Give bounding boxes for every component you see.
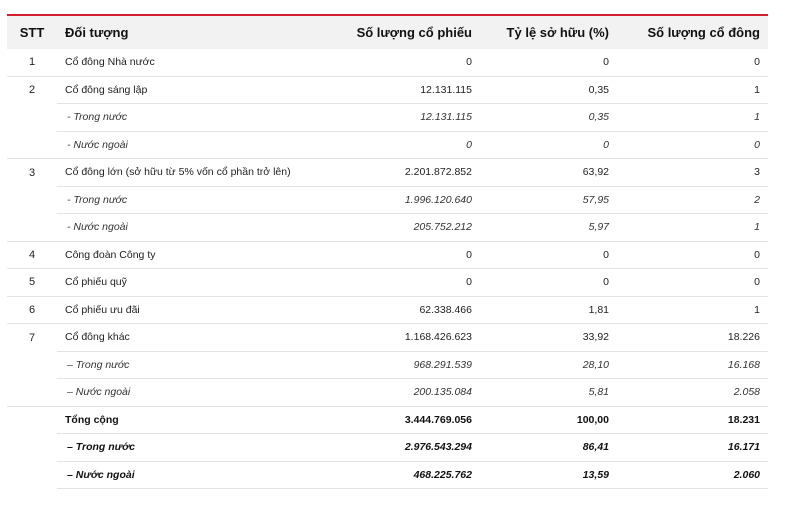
cell-stt: 5 — [7, 269, 57, 297]
table-row — [7, 351, 768, 379]
table-row — [7, 131, 768, 159]
cell-name: - Nước ngoài — [57, 214, 337, 242]
cell-name: Công đoàn Công ty — [57, 241, 337, 269]
cell-ratio: 33,92 — [480, 324, 617, 352]
table-row — [7, 104, 768, 132]
cell-name: Cổ phiếu ưu đãi — [57, 296, 337, 324]
cell-ratio: 0,35 — [480, 104, 617, 132]
total-label: – Nước ngoài — [57, 461, 337, 489]
cell-holders: 3 — [617, 159, 768, 187]
cell-shares: 0 — [337, 131, 480, 159]
cell-stt — [7, 214, 57, 242]
cell-name: Cổ đông lớn (sở hữu từ 5% vốn cổ phần trở lên) — [57, 159, 337, 187]
cell-ratio: 28,10 — [480, 351, 617, 379]
cell-shares: 205.752.212 — [337, 214, 480, 242]
table-header-row — [7, 16, 768, 49]
total-row — [7, 406, 768, 434]
cell-name: Cổ đông khác — [57, 324, 337, 352]
column-header-ratio: Tỷ lệ sở hữu (%) — [480, 16, 617, 49]
cell-name: - Trong nước — [57, 104, 337, 132]
cell-stt — [7, 104, 57, 132]
cell-stt — [7, 186, 57, 214]
cell-holders: 16.168 — [617, 351, 768, 379]
cell-shares: 1.996.120.640 — [337, 186, 480, 214]
cell-shares: 968.291.539 — [337, 351, 480, 379]
cell-stt — [7, 131, 57, 159]
table-row — [7, 214, 768, 242]
cell-ratio: 0 — [480, 241, 617, 269]
total-holders: 16.171 — [617, 434, 768, 462]
cell-holders: 1 — [617, 214, 768, 242]
cell-holders: 1 — [617, 296, 768, 324]
total-shares: 3.444.769.056 — [337, 406, 480, 434]
total-row-domestic — [7, 434, 768, 462]
total-ratio: 86,41 — [480, 434, 617, 462]
cell-stt: 3 — [28, 166, 36, 179]
cell-shares: 12.131.115 — [337, 104, 480, 132]
cell-name: - Nước ngoài — [57, 131, 337, 159]
cell-holders: 2 — [617, 186, 768, 214]
cell-ratio: 63,92 — [480, 159, 617, 187]
total-holders: 2.060 — [617, 461, 768, 489]
cell-name: Cổ đông Nhà nước — [57, 49, 337, 76]
cell-shares: 62.338.466 — [337, 296, 480, 324]
total-ratio: 100,00 — [480, 406, 617, 434]
cell-name: - Trong nước — [57, 186, 337, 214]
cell-name: Cổ đông sáng lập — [57, 76, 337, 104]
cell-shares: 0 — [337, 241, 480, 269]
cell-ratio: 0,35 — [480, 76, 617, 104]
total-shares: 468.225.762 — [337, 461, 480, 489]
cell-ratio: 5,97 — [480, 214, 617, 242]
total-shares: 2.976.543.294 — [337, 434, 480, 462]
table-row — [7, 159, 768, 187]
cell-stt — [7, 461, 57, 489]
cell-holders: 18.226 — [617, 324, 768, 352]
cell-stt: 1 — [7, 49, 57, 76]
column-header-shares: Số lượng cổ phiếu — [337, 16, 480, 49]
cell-shares: 2.201.872.852 — [337, 159, 480, 187]
table-row — [7, 296, 768, 324]
table-row — [7, 186, 768, 214]
cell-holders: 0 — [617, 241, 768, 269]
column-header-holders: Số lượng cổ đông — [617, 16, 768, 49]
table-row — [7, 379, 768, 407]
total-label: – Trong nước — [57, 434, 337, 462]
cell-ratio: 57,95 — [480, 186, 617, 214]
cell-shares: 0 — [337, 269, 480, 297]
total-holders: 18.231 — [617, 406, 768, 434]
total-ratio: 13,59 — [480, 461, 617, 489]
cell-holders: 0 — [617, 49, 768, 76]
cell-ratio: 0 — [480, 269, 617, 297]
cell-name: – Nước ngoài — [57, 379, 337, 407]
cell-ratio: 5,81 — [480, 379, 617, 407]
table-row — [7, 269, 768, 297]
cell-name: – Trong nước — [57, 351, 337, 379]
cell-ratio: 0 — [480, 49, 617, 76]
cell-stt: 7 — [28, 331, 36, 344]
cell-stt — [7, 351, 57, 379]
cell-stt: 2 — [28, 84, 36, 96]
cell-name: Cổ phiếu quỹ — [57, 269, 337, 297]
table-row — [7, 49, 768, 76]
cell-shares: 1.168.426.623 — [337, 324, 480, 352]
cell-shares: 0 — [337, 49, 480, 76]
total-label: Tổng cộng — [57, 406, 337, 434]
cell-stt: 6 — [7, 296, 57, 324]
column-header-object: Đối tượng — [57, 16, 337, 49]
cell-ratio: 0 — [480, 131, 617, 159]
table-row — [7, 241, 768, 269]
shareholder-structure-table — [7, 16, 768, 489]
cell-shares: 12.131.115 — [337, 76, 480, 104]
table-row — [7, 76, 768, 104]
cell-shares: 200.135.084 — [337, 379, 480, 407]
cell-holders: 0 — [617, 269, 768, 297]
cell-holders: 1 — [617, 76, 768, 104]
cell-stt — [7, 434, 57, 462]
cell-stt — [7, 379, 57, 407]
column-header-stt: STT — [7, 16, 57, 49]
cell-holders: 2.058 — [617, 379, 768, 407]
cell-stt — [7, 406, 57, 434]
cell-stt: 4 — [7, 241, 57, 269]
cell-holders: 0 — [617, 131, 768, 159]
total-row-foreign — [7, 461, 768, 489]
cell-ratio: 1,81 — [480, 296, 617, 324]
cell-holders: 1 — [617, 104, 768, 132]
table-row — [7, 324, 768, 352]
